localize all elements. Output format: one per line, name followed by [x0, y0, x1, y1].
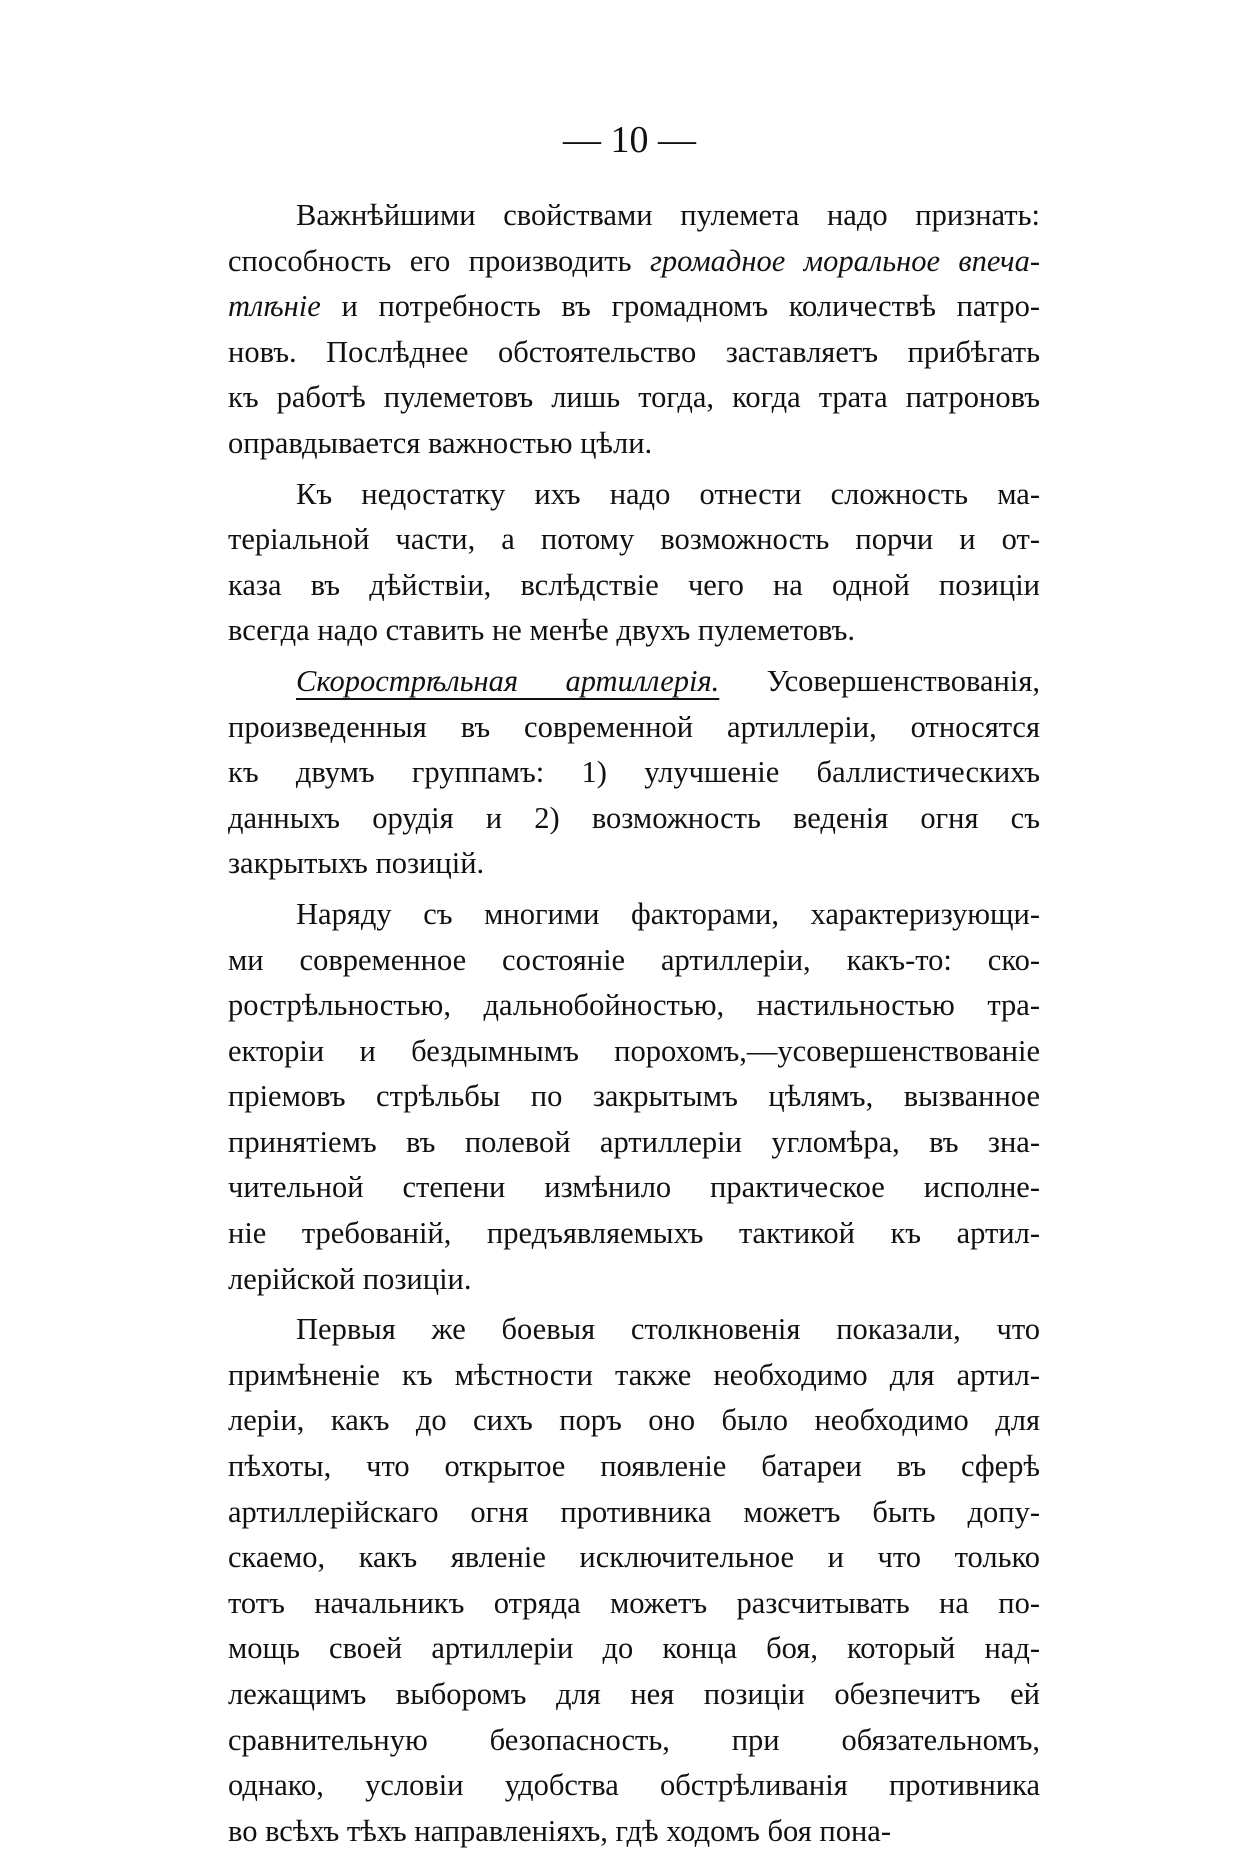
text-segment: рострѣльностью, дальнобойностью, настильностью тра- [228, 988, 1040, 1023]
text-segment: сравнительную безопасность, при обязательномъ, [228, 1722, 1040, 1757]
text-line [228, 750, 1040, 796]
text-line [228, 1307, 1040, 1353]
text-line [228, 1809, 1040, 1854]
text-line [228, 892, 1040, 938]
text-segment: закрытыхъ позицій. [228, 846, 485, 881]
text-line [228, 1581, 1040, 1627]
text-line [228, 1257, 1040, 1303]
text-segment: лерійской позиціи. [228, 1261, 472, 1296]
text-segment: пѣхоты, что открытое появленіе батареи въ сферѣ [228, 1449, 1040, 1484]
text-segment: каза въ дѣйствіи, вслѣдствіе чего на одной позиціи [228, 567, 1040, 602]
text-segment: Наряду съ многими факторами, характеризующи- [296, 896, 1040, 931]
text-segment: принятіемъ въ полевой артиллеріи угломѣра, въ зна- [228, 1124, 1040, 1159]
text-line [228, 375, 1040, 421]
text-line [228, 1444, 1040, 1490]
text-segment: Важнѣйшими свойствами пулемета надо признать: [296, 198, 1040, 232]
paragraph [228, 193, 1040, 467]
text-segment: артиллерійскаго огня противника можетъ быть допу- [228, 1494, 1040, 1529]
text-segment: данныхъ орудія и 2) возможность веденія огня съ [228, 800, 1040, 835]
text-line [228, 938, 1040, 984]
text-segment: способность его производить [228, 243, 650, 278]
text-line [228, 841, 1040, 887]
text-line [228, 193, 1040, 239]
text-segment: теріальной части, а потому возможность порчи и от- [228, 522, 1040, 557]
text-line [228, 1490, 1040, 1536]
text-segment: скаемо, какъ явленіе исключительное и что только [228, 1540, 1040, 1575]
text-segment: оправдывается важностью цѣли. [228, 425, 653, 460]
text-line [228, 563, 1040, 609]
text-line [228, 421, 1040, 467]
text-line [228, 608, 1040, 654]
text-line [228, 1672, 1040, 1718]
text-line [228, 472, 1040, 518]
paragraph [228, 659, 1040, 887]
text-segment: ніе требованій, предъявляемыхъ тактикой къ артил- [228, 1216, 1040, 1251]
text-segment: и потребность въ громадномъ количествѣ патро- [320, 289, 1040, 324]
italic-text: громадное моральное впеча- [649, 243, 1041, 278]
text-line [228, 517, 1040, 563]
text-segment: къ работѣ пулеметовъ лишь тогда, когда трата патроновъ [228, 380, 1040, 415]
body-text [228, 193, 1040, 1854]
text-segment: произведенныя въ современной артиллеріи, относятся [228, 709, 1040, 744]
text-line [228, 1074, 1040, 1120]
text-line [228, 239, 1040, 285]
text-segment: лежащимъ выборомъ для нея позиціи обезпечитъ ей [228, 1677, 1040, 1711]
text-segment: однако, условіи удобства обстрѣливанія противника [228, 1768, 1040, 1803]
text-line [228, 1165, 1040, 1211]
text-line [228, 1211, 1040, 1257]
text-segment: всегда надо ставить не менѣе двухъ пулеметовъ. [228, 613, 855, 648]
text-segment: леріи, какъ до сихъ поръ оно было необходимо для [228, 1403, 1040, 1438]
paragraph [228, 1307, 1040, 1854]
text-line [228, 1398, 1040, 1444]
text-segment: примѣненіе къ мѣстности также необходимо для артил- [228, 1357, 1040, 1392]
text-line [228, 330, 1040, 376]
text-line [228, 705, 1040, 751]
text-segment: новъ. Послѣднее обстоятельство заставляетъ прибѣгать [228, 334, 1040, 369]
text-line [228, 796, 1040, 842]
italic-text: тлѣніе [228, 289, 321, 324]
text-line [228, 1626, 1040, 1672]
text-line [228, 1120, 1040, 1166]
text-segment: во всѣхъ тѣхъ направленіяхъ, гдѣ ходомъ боя пона- [228, 1813, 891, 1848]
text-segment: чительной степени измѣнило практическое исполне- [228, 1170, 1040, 1205]
text-segment: мощь своей артиллеріи до конца боя, который над- [228, 1631, 1040, 1666]
text-line [228, 659, 1040, 705]
text-segment: Первыя же боевыя столкновенія показали, что [296, 1312, 1040, 1347]
text-segment: пріемовъ стрѣльбы по закрытымъ цѣлямъ, вызванное [228, 1079, 1040, 1114]
text-segment: тотъ начальникъ отряда можетъ разсчитывать на по- [228, 1585, 1040, 1620]
paragraph [228, 892, 1040, 1302]
text-line [228, 1718, 1040, 1764]
text-segment: Къ недостатку ихъ надо отнести сложность ма- [296, 476, 1040, 511]
text-line [228, 1535, 1040, 1581]
text-segment: къ двумъ группамъ: 1) улучшеніе баллистическихъ [228, 755, 1040, 790]
text-line [228, 1353, 1040, 1399]
text-line [228, 284, 1040, 330]
paragraph [228, 472, 1040, 654]
italic-text: Скорострѣльная артиллерія. [296, 663, 720, 698]
text-segment: Усовершенствованія, [719, 663, 1041, 698]
text-segment: ми современное состояніе артиллеріи, какъ-то: ско- [228, 942, 1040, 977]
page-number: — 10 — [563, 119, 696, 161]
text-line [228, 1029, 1040, 1075]
text-line [228, 983, 1040, 1029]
text-segment: екторіи и бездымнымъ порохомъ,—усовершенствованіе [228, 1033, 1040, 1068]
